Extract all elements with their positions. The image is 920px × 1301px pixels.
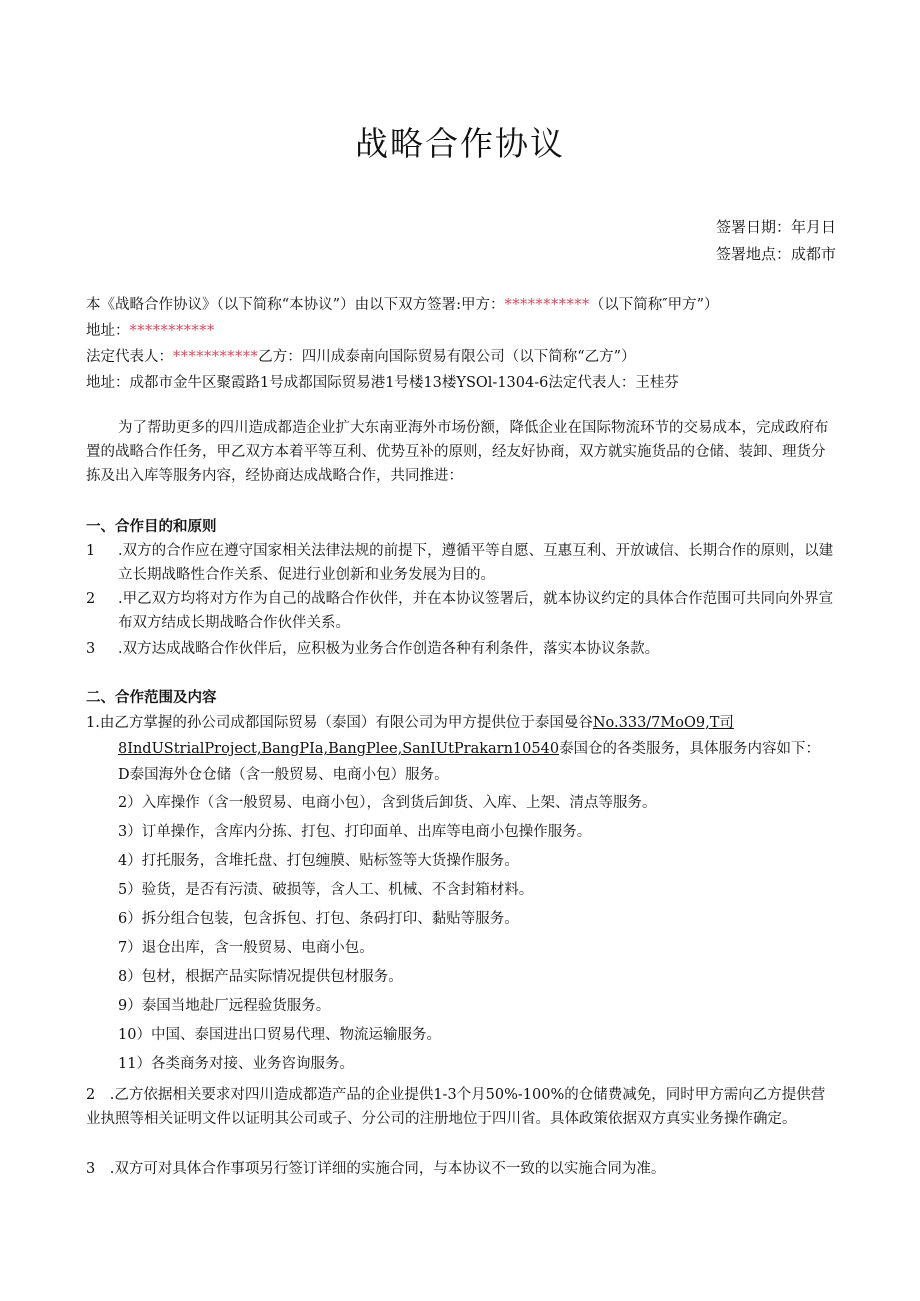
section2-item3: 3 .双方可对具体合作事项另行签订详细的实施合同，与本协议不一致的以实施合同为准。: [86, 1161, 666, 1177]
section1-item-3: [86, 637, 838, 661]
item-text: .甲乙双方均将对方作为自己的战略合作伙伴，并在本协议签署后，就本协议约定的具体合作范围可共同向外界宣布双方结成长期战略合作伙伴关系。: [118, 591, 834, 631]
party-a-address-label: 地址：: [86, 323, 130, 339]
section1-heading: 一、合作目的和原则: [86, 518, 217, 535]
service-item: 5）验货，是否有污渍、破损等，含人工、机械、不含封箱材料。: [118, 882, 534, 898]
item-text: .双方的合作应在遵守国家相关法律法规的前提下，遵循平等自愿、互惠互利、开放诚信、长期合作的原则，以建立长期战略性合作关系、促进行业创新和业务发展为目的。: [118, 543, 834, 583]
service-item: D泰国海外仓仓储（含一般贸易、电商小包）服务。: [118, 767, 449, 783]
intro-paragraph: 为了帮助更多的四川造成都造企业扩大东南亚海外市场份额，降低企业在国际物流环节的交易成本，完成政府布置的战略合作任务，甲乙双方本着平等互利、优势互补的原则，经友好协商，双方就实施货品的仓储、装卸、理货分拣及出入库等服务内容，经协商达成战略合作，共同推进：: [86, 420, 829, 484]
party-a-alias: （以下简称″甲方”）: [589, 297, 719, 313]
section1-item-1: [86, 539, 838, 587]
service-item: 11）各类商务对接、业务咨询服务。: [118, 1056, 354, 1072]
party-b-line: [86, 345, 636, 366]
service-item: 10）中国、泰国进出口贸易代理、物流运输服务。: [118, 1027, 441, 1043]
party-a-rep-masked: ***********: [173, 349, 259, 365]
section2-item1-line2: [118, 737, 820, 758]
item1-suffix: 泰国仓的各类服务，具体服务内容如下：: [559, 741, 821, 757]
section2-item2: 2 .乙方依据相关要求对四川造成都造产品的企业提供1-3个月50%-100%的仓储费减免，同时甲方需向乙方提供营业执照等相关证明文件以证明其公司或子、分公司的注册地位于四川省。具体政策依据双方真实业务操作确定。: [86, 1087, 826, 1127]
item1-prefix: 1.由乙方掌握的孙公司成都国际贸易（泰国）有限公司为甲方提供位于泰国曼谷: [86, 715, 593, 731]
section2-item1-line1: [86, 711, 734, 732]
item-number: 3: [86, 641, 96, 657]
party-a-address-line: [86, 319, 215, 340]
section1-item-2: [86, 587, 838, 635]
party-a-address-masked: ***********: [129, 323, 215, 339]
party-b-address-line: 地址：成都市金牛区聚霞路1号成都国际贸易港1号楼13楼YSOl-1304-6法定代表人：王桂芬: [86, 375, 679, 391]
item-text: .双方达成战略合作伙伴后，应积极为业务合作创造各种有利条件，落实本协议条款。: [118, 641, 660, 657]
party-a-name-masked: ***********: [504, 297, 590, 313]
service-item: 2）入库操作（含一般贸易、电商小包），含到货后卸货、入库、上架、清点等服务。: [118, 795, 657, 811]
sign-date: 签署日期：年月日: [715, 218, 836, 236]
section2-heading: 二、合作范围及内容: [86, 689, 217, 706]
item-number: 2: [86, 591, 96, 607]
sign-place: 签署地点：成都市: [715, 245, 836, 263]
service-item: 7）退仓出库，含一般贸易、电商小包。: [118, 940, 374, 956]
warehouse-address-part1: No.333/7MoO9,T司: [592, 715, 734, 731]
party-b-name: 乙方：四川成泰南向国际贸易有限公司（以下简称“乙方”）: [258, 349, 636, 365]
document-title: 战略合作协议: [355, 124, 565, 163]
party-a-rep-label: 法定代表人：: [86, 349, 173, 365]
party-a-intro: 本《战略合作协议》（以下简称“本协议”）由以下双方签署:甲方：: [86, 297, 505, 313]
service-item: 9）泰国当地赴厂远程验货服务。: [118, 998, 331, 1014]
service-item: 6）拆分组合包装，包含拆包、打包、条码打印、黏贴等服务。: [118, 911, 519, 927]
service-item: 4）打托服务，含堆托盘、打包缠膜、贴标签等大货操作服务。: [118, 853, 519, 869]
service-item: 8）包材，根据产品实际情况提供包材服务。: [118, 969, 403, 985]
party-a-line: [86, 293, 719, 314]
warehouse-address-part2: 8IndUStrialProject,BangPIa,BangPlee,SanIUtPrakarn10540: [118, 741, 560, 757]
service-item: 3）订单操作，含库内分拣、打包、打印面单、出库等电商小包操作服务。: [118, 824, 592, 840]
item-number: 1: [86, 543, 96, 559]
